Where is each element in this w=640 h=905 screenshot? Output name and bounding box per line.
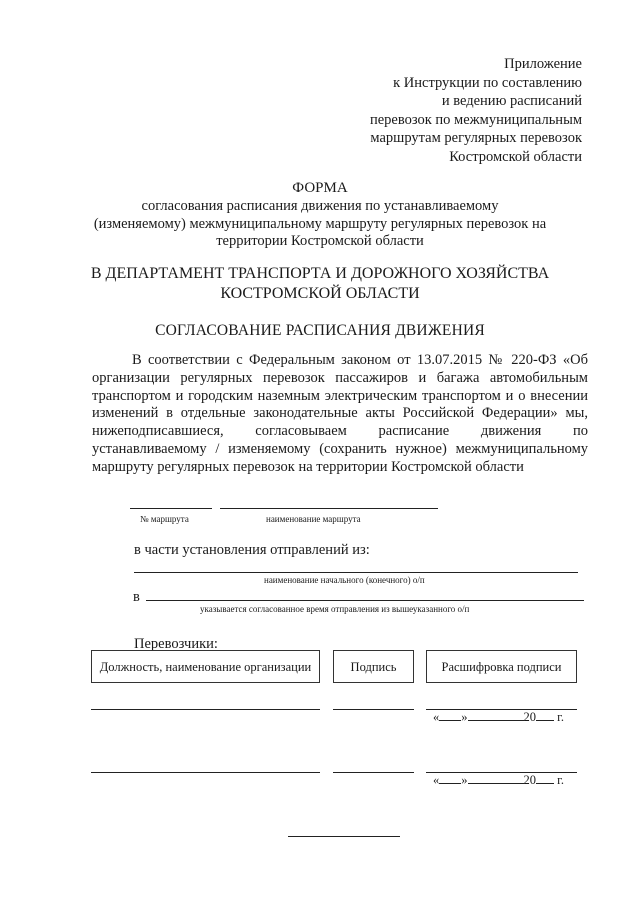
appendix-line: Приложение	[504, 56, 582, 72]
departure-time-line[interactable]	[146, 600, 584, 601]
appendix-line: перевозок по межмуниципальным	[369, 111, 582, 128]
form-subtitle-line: территории Костромской области	[216, 233, 424, 249]
date-suffix: г.	[557, 710, 564, 724]
date-day-blank[interactable]	[439, 709, 461, 721]
date-year-blank[interactable]	[536, 709, 554, 721]
body-paragraph: В соответствии с Федеральным законом от 13.07.2015 № 220-ФЗ «Об организации регулярных перевозок пассажиров и багажа автомобильным транспортом и городским наземным электрическим транспортом и о внесении изменений в отдельные законодательные акты Российской Федерации» мы, нижеподписавшиеся, согласовываем расписание движения по устанавливаемому / изменяемому (сохранить нужное) межмуниципальному маршруту регулярных перевозок на территории Костромской области	[92, 352, 588, 475]
form-subtitle	[0, 198, 640, 251]
route-name-caption: наименование маршрута	[266, 514, 361, 524]
date-month-blank[interactable]	[468, 772, 524, 784]
to-prefix: в	[133, 589, 140, 605]
carrier-signature-line[interactable]	[333, 709, 414, 710]
origin-line[interactable]	[134, 572, 578, 573]
form-title: ФОРМА	[292, 180, 348, 196]
addressee-line: В ДЕПАРТАМЕНТ ТРАНСПОРТА И ДОРОЖНОГО ХОЗЯЙСТВА	[90, 265, 550, 282]
column-header-signature: Подпись	[333, 650, 414, 683]
form-subtitle-line: (изменяемому) межмуниципальному маршруту регулярных перевозок на	[93, 215, 547, 232]
addressee	[0, 264, 640, 304]
date-open-quote: «	[433, 710, 440, 724]
form-subtitle-line: согласования расписания движения по устанавливаемому	[141, 198, 499, 214]
date-field[interactable]	[433, 772, 564, 788]
appendix-line: и ведению расписаний	[441, 93, 582, 110]
date-suffix: г.	[557, 773, 564, 787]
route-name-line[interactable]	[220, 508, 438, 509]
addressee-line: КОСТРОМСКОЙ ОБЛАСТИ	[220, 285, 420, 302]
date-open-quote: «	[433, 773, 440, 787]
date-year: 20	[523, 710, 536, 724]
date-month-blank[interactable]	[468, 709, 524, 721]
carriers-label: Перевозчики:	[134, 636, 218, 652]
appendix-line: к Инструкции по составлению	[393, 74, 582, 91]
document-heading: СОГЛАСОВАНИЕ РАСПИСАНИЯ ДВИЖЕНИЯ	[155, 322, 485, 339]
date-year-blank[interactable]	[536, 772, 554, 784]
end-separator	[288, 836, 400, 837]
route-number-caption: № маршрута	[140, 514, 189, 524]
departures-label: в части установления отправлений из:	[134, 542, 370, 558]
route-number-line[interactable]	[130, 508, 212, 509]
appendix-line: Костромской области	[449, 148, 582, 165]
origin-caption: наименование начального (конечного) о/п	[264, 575, 425, 585]
carrier-signature-line[interactable]	[333, 772, 414, 773]
column-header-decoding: Расшифровка подписи	[426, 650, 577, 683]
departure-time-caption: указывается согласованное время отправления из вышеуказанного о/п	[200, 604, 470, 614]
date-day-blank[interactable]	[439, 772, 461, 784]
column-header-position: Должность, наименование организации	[91, 650, 320, 683]
appendix-line: маршрутам регулярных перевозок	[370, 130, 582, 147]
carrier-position-line[interactable]	[91, 772, 320, 773]
appendix-header	[370, 55, 582, 167]
date-year: 20	[523, 773, 536, 787]
date-close-quote: »	[461, 773, 468, 787]
date-field[interactable]	[433, 709, 564, 725]
date-close-quote: »	[461, 710, 468, 724]
carrier-position-line[interactable]	[91, 709, 320, 710]
